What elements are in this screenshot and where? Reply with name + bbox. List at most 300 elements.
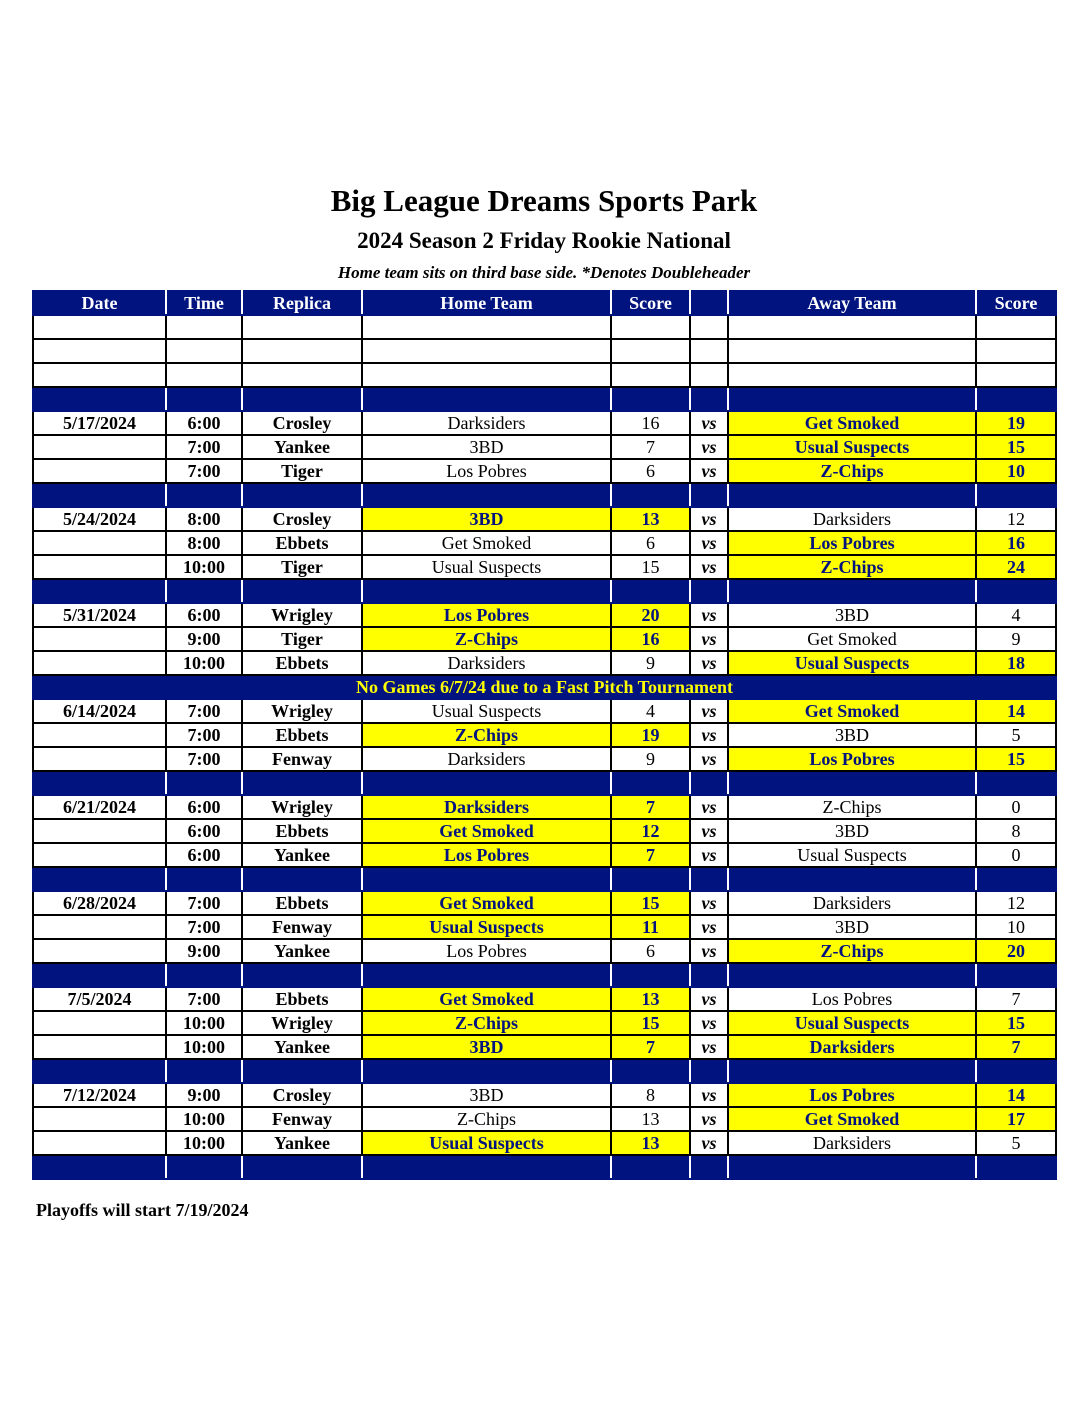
- empty-cell: [33, 1155, 166, 1179]
- away-score: 17: [976, 1107, 1056, 1131]
- game-date: [33, 651, 166, 675]
- page-title: Big League Dreams Sports Park: [330, 183, 758, 218]
- empty-cell: [166, 963, 242, 987]
- home-team: 3BD: [362, 507, 611, 531]
- empty-cell: [611, 387, 690, 411]
- blank-row: [33, 315, 1056, 339]
- home-team: Get Smoked: [362, 987, 611, 1011]
- game-date: [33, 939, 166, 963]
- empty-cell: [728, 963, 976, 987]
- field-replica: Yankee: [242, 1131, 362, 1155]
- empty-cell: [242, 339, 362, 363]
- empty-cell: [166, 339, 242, 363]
- home-score: 15: [611, 555, 690, 579]
- away-team: Z-Chips: [728, 795, 976, 819]
- field-replica: Fenway: [242, 1107, 362, 1131]
- empty-cell: [690, 363, 728, 387]
- vs-label: vs: [690, 651, 728, 675]
- field-replica: Crosley: [242, 411, 362, 435]
- empty-cell: [611, 315, 690, 339]
- home-score: 20: [611, 603, 690, 627]
- empty-cell: [362, 1155, 611, 1179]
- home-team: Darksiders: [362, 795, 611, 819]
- away-score: 14: [976, 1083, 1056, 1107]
- game-row: [33, 987, 1056, 1011]
- home-team: Z-Chips: [362, 1107, 611, 1131]
- home-score: 4: [611, 699, 690, 723]
- empty-cell: [728, 1059, 976, 1083]
- away-team: 3BD: [728, 603, 976, 627]
- home-team: Los Pobres: [362, 843, 611, 867]
- empty-cell: [690, 339, 728, 363]
- game-time: 10:00: [166, 1011, 242, 1035]
- home-team-note: Home team sits on third base side. *Denotes Doubleheader: [337, 263, 751, 282]
- home-score: 13: [611, 987, 690, 1011]
- field-replica: Crosley: [242, 507, 362, 531]
- empty-cell: [690, 315, 728, 339]
- empty-cell: [690, 1059, 728, 1083]
- empty-cell: [611, 963, 690, 987]
- empty-cell: [33, 579, 166, 603]
- home-score: 7: [611, 795, 690, 819]
- empty-cell: [362, 363, 611, 387]
- game-time: 6:00: [166, 819, 242, 843]
- col-header-away-team: Away Team: [728, 291, 976, 315]
- game-date: [33, 435, 166, 459]
- game-row: [33, 1035, 1056, 1059]
- empty-cell: [728, 1155, 976, 1179]
- empty-cell: [33, 771, 166, 795]
- empty-cell: [362, 771, 611, 795]
- page-subtitle: 2024 Season 2 Friday Rookie National: [357, 228, 731, 253]
- away-team: Get Smoked: [728, 627, 976, 651]
- blank-row: [33, 339, 1056, 363]
- empty-cell: [690, 387, 728, 411]
- vs-label: vs: [690, 699, 728, 723]
- game-date: [33, 555, 166, 579]
- empty-cell: [728, 315, 976, 339]
- game-time: 7:00: [166, 747, 242, 771]
- separator-row: [33, 1059, 1056, 1083]
- game-row: [33, 651, 1056, 675]
- away-score: 9: [976, 627, 1056, 651]
- vs-label: vs: [690, 411, 728, 435]
- away-team: Darksiders: [728, 507, 976, 531]
- vs-label: vs: [690, 555, 728, 579]
- field-replica: Ebbets: [242, 723, 362, 747]
- game-date: 6/21/2024: [33, 795, 166, 819]
- game-row: [33, 531, 1056, 555]
- empty-cell: [690, 867, 728, 891]
- away-team: Los Pobres: [728, 747, 976, 771]
- game-time: 7:00: [166, 987, 242, 1011]
- vs-label: vs: [690, 723, 728, 747]
- empty-cell: [976, 315, 1056, 339]
- empty-cell: [362, 1059, 611, 1083]
- game-time: 6:00: [166, 843, 242, 867]
- home-team: Z-Chips: [362, 723, 611, 747]
- field-replica: Fenway: [242, 747, 362, 771]
- home-team: Usual Suspects: [362, 555, 611, 579]
- vs-label: vs: [690, 843, 728, 867]
- empty-cell: [242, 1155, 362, 1179]
- empty-cell: [33, 363, 166, 387]
- home-team: Get Smoked: [362, 819, 611, 843]
- empty-cell: [728, 579, 976, 603]
- home-team: 3BD: [362, 435, 611, 459]
- game-date: [33, 627, 166, 651]
- playoffs-note: Playoffs will start 7/19/2024: [36, 1200, 249, 1220]
- game-row: [33, 459, 1056, 483]
- game-date: [33, 819, 166, 843]
- game-date: [33, 1011, 166, 1035]
- game-row: [33, 1131, 1056, 1155]
- empty-cell: [976, 483, 1056, 507]
- home-score: 16: [611, 411, 690, 435]
- empty-cell: [242, 315, 362, 339]
- vs-label: vs: [690, 795, 728, 819]
- game-row: [33, 939, 1056, 963]
- game-row: [33, 1011, 1056, 1035]
- away-team: Z-Chips: [728, 939, 976, 963]
- away-score: 15: [976, 435, 1056, 459]
- game-time: 10:00: [166, 555, 242, 579]
- away-score: 18: [976, 651, 1056, 675]
- empty-cell: [242, 579, 362, 603]
- empty-cell: [33, 387, 166, 411]
- field-replica: Ebbets: [242, 531, 362, 555]
- schedule-table: [32, 290, 1057, 1180]
- separator-row: [33, 483, 1056, 507]
- away-score: 20: [976, 939, 1056, 963]
- game-row: [33, 891, 1056, 915]
- game-row: [33, 843, 1056, 867]
- field-replica: Tiger: [242, 459, 362, 483]
- vs-label: vs: [690, 627, 728, 651]
- empty-cell: [242, 771, 362, 795]
- separator-row: [33, 579, 1056, 603]
- field-replica: Fenway: [242, 915, 362, 939]
- game-date: [33, 1107, 166, 1131]
- away-team: Usual Suspects: [728, 843, 976, 867]
- empty-cell: [611, 1155, 690, 1179]
- game-row: [33, 915, 1056, 939]
- home-score: 13: [611, 507, 690, 531]
- home-team: Usual Suspects: [362, 699, 611, 723]
- game-row: [33, 411, 1056, 435]
- vs-label: vs: [690, 1107, 728, 1131]
- home-score: 6: [611, 531, 690, 555]
- home-score: 13: [611, 1107, 690, 1131]
- vs-label: vs: [690, 603, 728, 627]
- home-team: Usual Suspects: [362, 1131, 611, 1155]
- game-time: 8:00: [166, 531, 242, 555]
- game-date: [33, 1131, 166, 1155]
- empty-cell: [242, 483, 362, 507]
- empty-cell: [242, 1059, 362, 1083]
- col-header-replica: Replica: [242, 291, 362, 315]
- separator-row: [33, 387, 1056, 411]
- empty-cell: [166, 867, 242, 891]
- empty-cell: [690, 771, 728, 795]
- empty-cell: [976, 1155, 1056, 1179]
- home-score: 15: [611, 891, 690, 915]
- game-date: [33, 723, 166, 747]
- game-row: [33, 603, 1056, 627]
- home-team: Los Pobres: [362, 939, 611, 963]
- away-score: 10: [976, 459, 1056, 483]
- empty-cell: [611, 363, 690, 387]
- empty-cell: [728, 363, 976, 387]
- home-team: Z-Chips: [362, 627, 611, 651]
- home-team: Darksiders: [362, 747, 611, 771]
- empty-cell: [611, 1059, 690, 1083]
- game-date: [33, 1035, 166, 1059]
- empty-cell: [33, 483, 166, 507]
- empty-cell: [728, 387, 976, 411]
- away-score: 7: [976, 987, 1056, 1011]
- empty-cell: [166, 1155, 242, 1179]
- game-date: 7/5/2024: [33, 987, 166, 1011]
- col-header-home-team: Home Team: [362, 291, 611, 315]
- game-row: [33, 795, 1056, 819]
- game-time: 7:00: [166, 699, 242, 723]
- game-time: 7:00: [166, 435, 242, 459]
- game-row: [33, 699, 1056, 723]
- field-replica: Ebbets: [242, 987, 362, 1011]
- home-team: Los Pobres: [362, 603, 611, 627]
- empty-cell: [611, 579, 690, 603]
- field-replica: Wrigley: [242, 1011, 362, 1035]
- game-time: 8:00: [166, 507, 242, 531]
- away-score: 5: [976, 723, 1056, 747]
- empty-cell: [976, 963, 1056, 987]
- empty-cell: [362, 483, 611, 507]
- empty-cell: [166, 771, 242, 795]
- game-row: [33, 507, 1056, 531]
- home-team: Get Smoked: [362, 531, 611, 555]
- vs-label: vs: [690, 939, 728, 963]
- separator-row: [33, 1155, 1056, 1179]
- vs-label: vs: [690, 1011, 728, 1035]
- home-score: 7: [611, 843, 690, 867]
- empty-cell: [166, 363, 242, 387]
- col-header-vs: [690, 291, 728, 315]
- separator-row: [33, 867, 1056, 891]
- field-replica: Yankee: [242, 1035, 362, 1059]
- home-score: 8: [611, 1083, 690, 1107]
- game-time: 7:00: [166, 459, 242, 483]
- empty-cell: [976, 363, 1056, 387]
- game-time: 9:00: [166, 1083, 242, 1107]
- away-team: Usual Suspects: [728, 435, 976, 459]
- table-header-row: [33, 291, 1056, 315]
- empty-cell: [33, 963, 166, 987]
- away-score: 15: [976, 747, 1056, 771]
- col-header-home-score: Score: [611, 291, 690, 315]
- empty-cell: [611, 771, 690, 795]
- schedule-body: [33, 315, 1056, 1179]
- empty-cell: [976, 387, 1056, 411]
- game-row: [33, 1107, 1056, 1131]
- empty-cell: [362, 315, 611, 339]
- vs-label: vs: [690, 459, 728, 483]
- empty-cell: [166, 315, 242, 339]
- home-team: Darksiders: [362, 411, 611, 435]
- vs-label: vs: [690, 987, 728, 1011]
- home-score: 6: [611, 459, 690, 483]
- home-team: Usual Suspects: [362, 915, 611, 939]
- game-time: 10:00: [166, 1035, 242, 1059]
- game-date: 5/24/2024: [33, 507, 166, 531]
- away-team: Get Smoked: [728, 411, 976, 435]
- field-replica: Ebbets: [242, 891, 362, 915]
- game-time: 6:00: [166, 603, 242, 627]
- empty-cell: [33, 339, 166, 363]
- game-date: [33, 843, 166, 867]
- away-team: Get Smoked: [728, 699, 976, 723]
- game-row: [33, 1083, 1056, 1107]
- empty-cell: [242, 363, 362, 387]
- vs-label: vs: [690, 1083, 728, 1107]
- game-time: 10:00: [166, 1131, 242, 1155]
- empty-cell: [362, 867, 611, 891]
- notice-row: [33, 675, 1056, 699]
- away-team: Darksiders: [728, 1131, 976, 1155]
- empty-cell: [611, 867, 690, 891]
- blank-row: [33, 363, 1056, 387]
- field-replica: Yankee: [242, 435, 362, 459]
- game-time: 9:00: [166, 939, 242, 963]
- away-score: 12: [976, 891, 1056, 915]
- game-date: [33, 459, 166, 483]
- away-team: 3BD: [728, 915, 976, 939]
- empty-cell: [976, 579, 1056, 603]
- home-team: Z-Chips: [362, 1011, 611, 1035]
- empty-cell: [362, 339, 611, 363]
- away-team: Usual Suspects: [728, 1011, 976, 1035]
- empty-cell: [728, 483, 976, 507]
- empty-cell: [166, 483, 242, 507]
- home-score: 19: [611, 723, 690, 747]
- game-row: [33, 555, 1056, 579]
- empty-cell: [976, 771, 1056, 795]
- game-row: [33, 435, 1056, 459]
- empty-cell: [242, 963, 362, 987]
- empty-cell: [166, 387, 242, 411]
- empty-cell: [33, 315, 166, 339]
- away-team: 3BD: [728, 819, 976, 843]
- home-score: 7: [611, 1035, 690, 1059]
- game-time: 9:00: [166, 627, 242, 651]
- empty-cell: [690, 1155, 728, 1179]
- away-team: Usual Suspects: [728, 651, 976, 675]
- home-score: 7: [611, 435, 690, 459]
- field-replica: Ebbets: [242, 819, 362, 843]
- game-time: 10:00: [166, 1107, 242, 1131]
- away-score: 7: [976, 1035, 1056, 1059]
- game-time: 7:00: [166, 915, 242, 939]
- vs-label: vs: [690, 915, 728, 939]
- empty-cell: [728, 867, 976, 891]
- col-header-time: Time: [166, 291, 242, 315]
- col-header-date: Date: [33, 291, 166, 315]
- away-score: 12: [976, 507, 1056, 531]
- empty-cell: [33, 867, 166, 891]
- game-date: [33, 915, 166, 939]
- empty-cell: [728, 339, 976, 363]
- game-date: 6/28/2024: [33, 891, 166, 915]
- empty-cell: [611, 339, 690, 363]
- empty-cell: [33, 1059, 166, 1083]
- home-score: 16: [611, 627, 690, 651]
- empty-cell: [976, 867, 1056, 891]
- away-score: 10: [976, 915, 1056, 939]
- game-date: 5/31/2024: [33, 603, 166, 627]
- away-team: Get Smoked: [728, 1107, 976, 1131]
- empty-cell: [362, 579, 611, 603]
- game-time: 7:00: [166, 723, 242, 747]
- field-replica: Tiger: [242, 555, 362, 579]
- empty-cell: [690, 963, 728, 987]
- empty-cell: [362, 387, 611, 411]
- game-date: 5/17/2024: [33, 411, 166, 435]
- game-date: [33, 531, 166, 555]
- field-replica: Wrigley: [242, 795, 362, 819]
- col-header-away-score: Score: [976, 291, 1056, 315]
- vs-label: vs: [690, 891, 728, 915]
- away-score: 24: [976, 555, 1056, 579]
- home-score: 9: [611, 747, 690, 771]
- away-score: 16: [976, 531, 1056, 555]
- away-team: Darksiders: [728, 891, 976, 915]
- game-date: [33, 747, 166, 771]
- field-replica: Ebbets: [242, 651, 362, 675]
- away-score: 8: [976, 819, 1056, 843]
- no-games-notice: No Games 6/7/24 due to a Fast Pitch Tournament: [33, 675, 1056, 699]
- home-score: 6: [611, 939, 690, 963]
- empty-cell: [242, 867, 362, 891]
- away-team: Z-Chips: [728, 555, 976, 579]
- empty-cell: [166, 579, 242, 603]
- game-time: 6:00: [166, 411, 242, 435]
- home-team: Darksiders: [362, 651, 611, 675]
- game-row: [33, 819, 1056, 843]
- field-replica: Wrigley: [242, 603, 362, 627]
- game-row: [33, 747, 1056, 771]
- vs-label: vs: [690, 1131, 728, 1155]
- away-score: 4: [976, 603, 1056, 627]
- home-score: 11: [611, 915, 690, 939]
- game-row: [33, 627, 1056, 651]
- empty-cell: [611, 483, 690, 507]
- vs-label: vs: [690, 1035, 728, 1059]
- vs-label: vs: [690, 531, 728, 555]
- field-replica: Crosley: [242, 1083, 362, 1107]
- field-replica: Wrigley: [242, 699, 362, 723]
- home-score: 12: [611, 819, 690, 843]
- game-time: 10:00: [166, 651, 242, 675]
- empty-cell: [690, 579, 728, 603]
- empty-cell: [976, 339, 1056, 363]
- separator-row: [33, 771, 1056, 795]
- game-time: 6:00: [166, 795, 242, 819]
- field-replica: Yankee: [242, 939, 362, 963]
- away-team: 3BD: [728, 723, 976, 747]
- game-date: 6/14/2024: [33, 699, 166, 723]
- vs-label: vs: [690, 819, 728, 843]
- home-team: Get Smoked: [362, 891, 611, 915]
